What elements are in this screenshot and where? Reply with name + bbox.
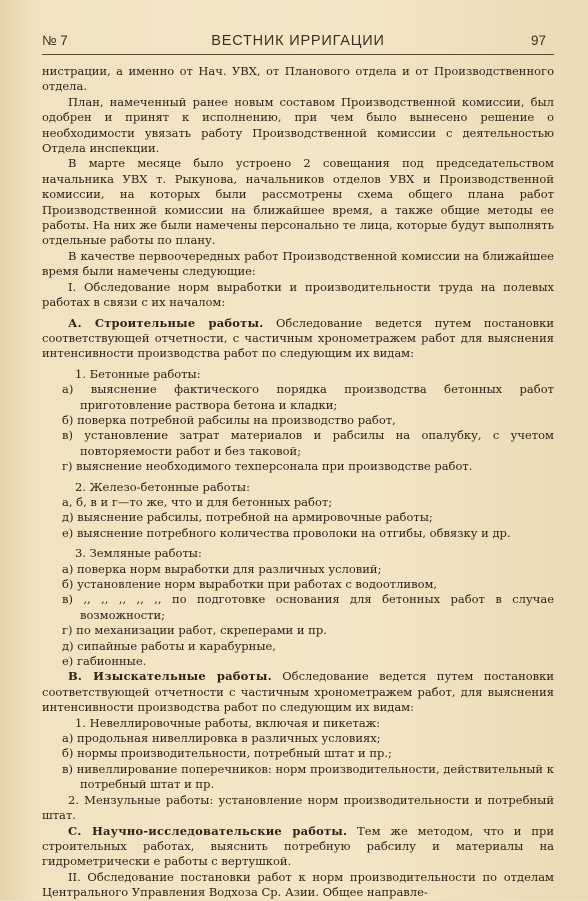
paragraph — [42, 95, 554, 157]
paragraph-text: 2. Железо-бетонные работы: — [75, 479, 250, 494]
paragraph-text: в) нивеллирование поперечников: норм производительности, действительный к потребный штат и пр. — [62, 761, 554, 792]
paragraph-text: а) поверка норм выработки для различных условий; — [62, 561, 382, 576]
paragraph-text: План, намеченный ранее новым составом Производственной комиссии, был одобрен и принят к исполнению, при чем было вынесено решение о необходимости увязать работу Производственной комиссии с деятельностью Отдела инспекции. — [42, 94, 554, 156]
section-heading: С. Научно-исследовательские работы. — [68, 823, 348, 838]
section-heading: А. Строительные работы. — [68, 315, 264, 330]
paragraph — [42, 495, 554, 510]
paragraph-text: д) выяснение рабсилы, потребной на армировочные работы; — [62, 510, 433, 525]
paragraph — [42, 280, 554, 311]
paragraph-text: В качестве первоочередных работ Производственной комиссии на ближайшее время были намечены следующие: — [42, 248, 554, 279]
paragraph — [42, 577, 554, 592]
paragraph-text: 2. Мензульные работы: установление норм производительности и потребный штат. — [42, 792, 554, 823]
paragraph — [42, 746, 554, 761]
paragraph — [42, 669, 554, 715]
header-rule — [42, 54, 554, 55]
paragraph-text: а) выяснение фактического порядка производства бетонных работ приготовление раствора бетона и кладки; — [62, 382, 554, 412]
paragraph — [42, 623, 554, 638]
section-heading: В. Изыскательные работы. — [68, 669, 272, 684]
paragraph-text: б) нормы производительности, потребный штат и пр.; — [62, 746, 392, 761]
paragraph — [42, 716, 554, 731]
paragraph — [42, 870, 554, 901]
paragraph — [42, 793, 554, 824]
paragraph-text: б) установление норм выработки при работах с водоотливом, — [62, 577, 438, 591]
paragraph — [42, 249, 554, 280]
paragraph-text: г) выяснение необходимого техперсонала при производстве работ. — [62, 459, 473, 474]
paragraph-text: д) сипайные работы и карабурные, — [62, 638, 276, 653]
paragraph-text: б) поверка потребной рабсилы на производство работ, — [62, 412, 396, 427]
paragraph-text: 3. Земляные работы: — [75, 546, 202, 561]
paragraph — [42, 654, 554, 669]
paragraph-text: В марте месяце было устроено 2 совещания под председательством начальника УВХ т. Рыкунова, начальников отделов УВХ и Производственной комиссии, на которых были рассмотрены схема общего плана работ Производственной комиссии на ближайшее время, а также общие методы ее работы. На них же были намечены персонально те лица, которые будут выполнять отдельные работы по плану. — [42, 156, 554, 248]
paragraph-text: а, б, в и г—то же, что и для бетонных работ; — [62, 494, 333, 509]
paragraph-text: 1. Невеллировочные работы, включая и пикетаж: — [75, 715, 381, 730]
issue-number: № 7 — [42, 33, 68, 48]
paragraph — [42, 64, 554, 95]
paragraph — [42, 526, 554, 541]
article-body — [42, 64, 554, 901]
journal-title: ВЕСТНИК ИРРИГАЦИИ — [211, 33, 385, 49]
paragraph-text: II. Обследование постановки работ к норм производительности по отделам Центрального Управления Водхоза Ср. Азии. Общее направле- — [42, 869, 554, 900]
paragraph-text: Обследование ведется путем постановки соответствующей отчетности, с частичным хронометражем работ для выяснения интенсивности производства работ по следующим их видам: — [42, 315, 554, 361]
paragraph — [42, 413, 554, 428]
paragraph — [42, 316, 554, 362]
paragraph-text: в) установление затрат материалов и рабсилы на опалубку, с учетом повторяемости работ и без таковой; — [62, 428, 554, 458]
paragraph-text: Обследование ведется путем постановки соответствующей отчетности с частичным хронометражем работ, для выяснения интенсивности производства работ по следующим их видам: — [42, 669, 554, 715]
paragraph-text: е) выяснение потребного количества проволоки на отгибы, обвязку и др. — [62, 525, 511, 540]
paragraph-text: г) по механизации работ, скреперами и пр. — [62, 623, 327, 638]
paragraph — [42, 382, 554, 413]
paragraph — [42, 428, 554, 459]
paragraph — [42, 367, 554, 382]
paragraph — [42, 459, 554, 474]
paragraph-text: е) габионные. — [62, 654, 147, 669]
paragraph — [42, 562, 554, 577]
paragraph-text: нистрации, а именно от Нач. УВХ, от Планового отдела и от Производственного отдела. — [42, 64, 554, 94]
paragraph — [42, 480, 554, 495]
paragraph-text: Тем же методом, что и при строительных работах, выяснить потребную рабсилу и материалы на гидрометрически е работы с вертушкой. — [42, 823, 555, 869]
paragraph-text: в) ,, ,, ,, ,, ,, по подготовке основания для бетонных работ в случае возможности; — [62, 592, 554, 622]
paragraph — [42, 824, 554, 870]
paragraph-text: а) продольная нивеллировка в различных условиях; — [62, 731, 381, 746]
paragraph — [42, 731, 554, 746]
paragraph — [42, 592, 554, 623]
paragraph — [42, 546, 554, 561]
paragraph-text: 1. Бетонные работы: — [75, 366, 201, 381]
paragraph — [42, 156, 554, 248]
page-number: 97 — [530, 33, 546, 48]
paragraph — [42, 762, 554, 793]
paragraph — [42, 510, 554, 525]
running-header — [42, 33, 554, 53]
paragraph-text: I. Обследование норм выработки и производительности труда на полевых работах в связи с их началом: — [42, 279, 554, 310]
paragraph — [42, 639, 554, 654]
